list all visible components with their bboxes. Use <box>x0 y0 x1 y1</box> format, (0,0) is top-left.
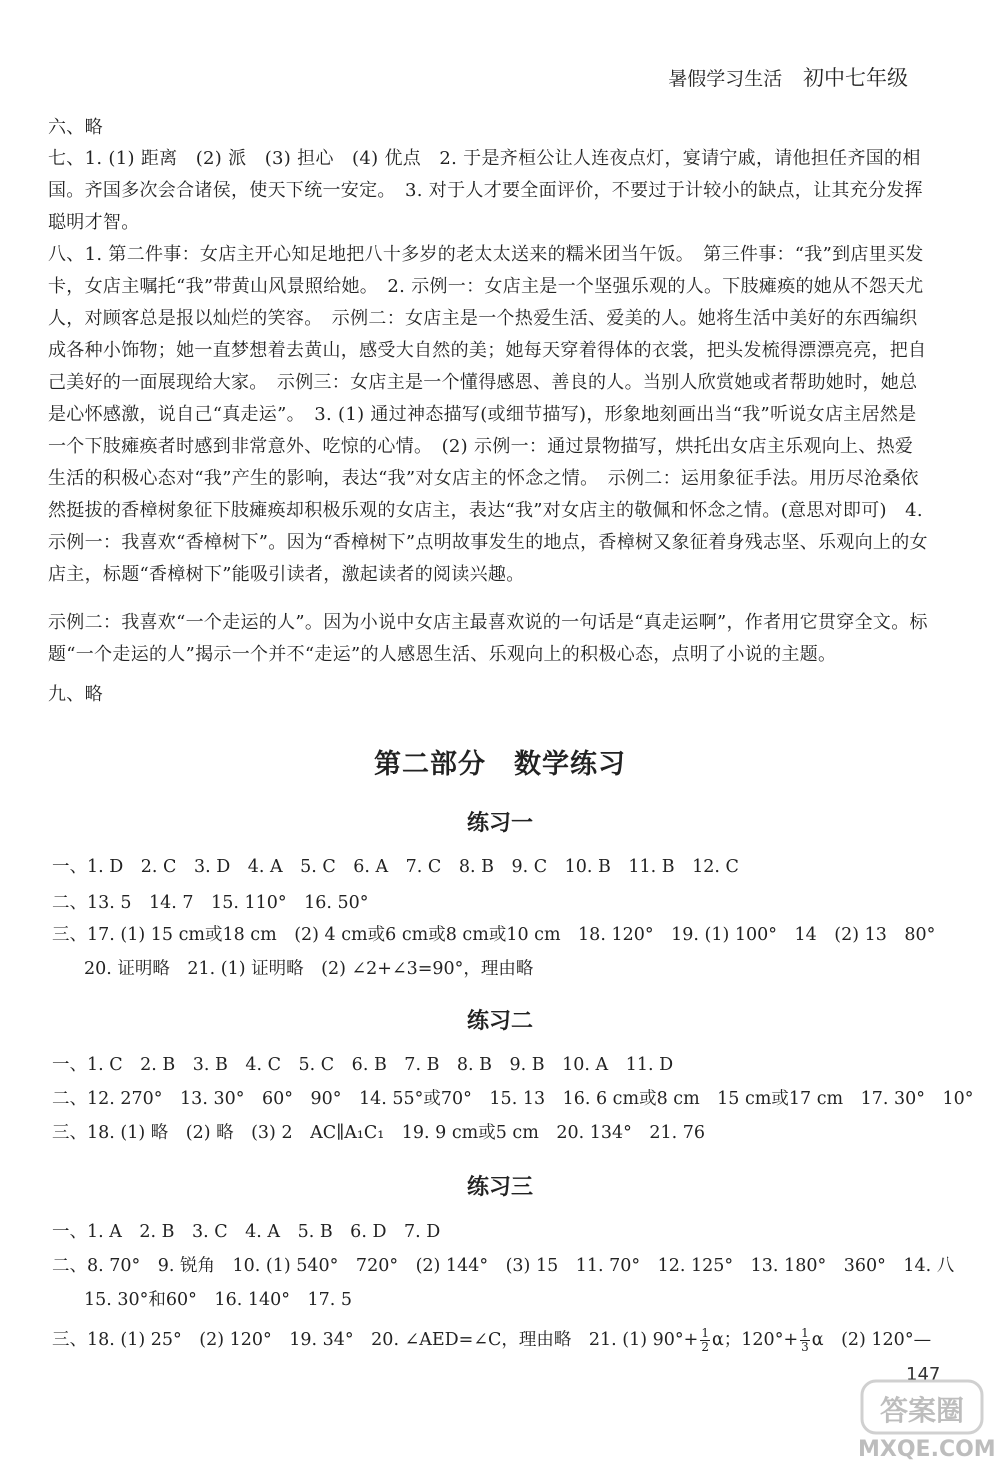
answer-eight-example-two: 示例二：我喜欢“一个走运的人”。因为小说中女店主最喜欢说的一句话是“真走运啊”，作者用它贯穿全文。标题“一个走运的人”揭示一个并不“走运”的人感恩生活、乐观向上的积极心态，点明了小说的主题。 <box>48 612 928 665</box>
page-number: 147 <box>906 1364 941 1385</box>
ex3-line-3: 15. 30°和60° 16. 140° 17. 5 <box>84 1290 353 1310</box>
header-grade: 初中七年级 <box>803 66 908 90</box>
ex3-line-4-part-c: α (2) 120°— <box>811 1330 932 1350</box>
exercise-three-title: 练习三 <box>466 1175 533 1200</box>
running-header <box>668 62 908 92</box>
fraction-numerator: 1 <box>701 1326 709 1340</box>
fraction-denominator: 3 <box>801 1340 809 1354</box>
answer-eight: 八、1. 第二件事：女店主开心知足地把八十多岁的老太太送来的糯米团当午饭。 第三件事：“我”到店里买发卡，女店主嘱托“我”带黄山风景照给她。 2. 示例一：女店主是一个坚强乐观的人。下肢瘫痪的她从不怨天尤人，对顾客总是报以灿烂的笑容。 示例二：女店主是一个热爱生活、爱美的人。她将生活中美好的东西编织成各种小饰物；她一直梦想着去黄山，感受大自然的美；她每天穿着得体的衣裳，把头发梳得漂漂亮亮，把自己美好的一面展现给大家。 示例三：女店主是一个懂得感恩、善良的人。当别人欣赏她或者帮助她时，她总是心怀感激，说自己“真走运”。 3. (1) 通过神态描写(或细节描写)，形象地刻画出当“我”听说女店主居然是一个下肢瘫痪者时感到非常意外、吃惊的心情。 (2) 示例一：通过景物描写，烘托出女店主乐观向上、热爱生活的积极心态对“我”产生的影响，表达“我”对女店主的怀念之情。 示例二：运用象征手法。用历尽沧桑依然挺拔的香樟树象征下肢瘫痪却积极乐观的女店主，表达“我”对女店主的敬佩和怀念之情。(意思对即可) 4. 示例一：我喜欢“香樟树下”。因为“香樟树下”点明故事发生的地点，香樟树又象征着身残志坚、乐观向上的女店主，标题“香樟树下”能吸引读者，激起读者的阅读兴趣。 <box>48 244 928 585</box>
answer-six: 六、略 <box>48 117 103 138</box>
ex3-line-4 <box>52 1326 952 1354</box>
ex3-line-4-part-b: α；120°+ <box>711 1330 799 1350</box>
ex2-line-3: 三、18. (1) 略 (2) 略 (3) 2 AC∥A₁C₁ 19. 9 cm或5 cm 20. 134° 21. 76 <box>52 1123 706 1143</box>
exercise-one-title: 练习一 <box>466 811 533 836</box>
ex1-line-1: 一、1. D 2. C 3. D 4. A 5. C 6. A 7. C 8. B 9. C 10. B 11. B 12. C <box>52 857 739 877</box>
answer-nine: 九、略 <box>48 684 103 705</box>
fraction-numerator: 1 <box>801 1326 809 1340</box>
fraction-one-third <box>800 1327 810 1354</box>
ex3-line-1: 一、1. A 2. B 3. C 4. A 5. B 6. D 7. D <box>52 1222 441 1242</box>
ex1-line-4: 20. 证明略 21. (1) 证明略 (2) ∠2+∠3=90°，理由略 <box>84 959 534 979</box>
ex3-line-4-part-a: 三、18. (1) 25° (2) 120° 19. 34° 20. ∠AED=∠C，理由略 21. (1) 90°+ <box>52 1330 699 1350</box>
watermark-logo <box>858 1371 996 1471</box>
answer-seven: 七、1. (1) 距离 (2) 派 (3) 担心 (4) 优点 2. 于是齐桓公让人连夜点灯，宴请宁戚，请他担任齐国的相国。齐国多次会合诸侯，使天下统一安定。 3. 对于人才要全面评价，不要过于计较小的缺点，让其充分发挥聪明才智。 <box>48 148 923 233</box>
ex1-line-3: 三、17. (1) 15 cm或18 cm (2) 4 cm或6 cm或8 cm或10 cm 18. 120° 19. (1) 100° 14 (2) 13 80° <box>52 925 936 945</box>
watermark-bottom-text: MXQE.COM <box>858 1437 996 1462</box>
ex3-line-2: 二、8. 70° 9. 锐角 10. (1) 540° 720° (2) 144° (3) 15 11. 70° 12. 125° 13. 180° 360° 14. 八 <box>52 1256 955 1276</box>
ex2-line-1: 一、1. C 2. B 3. B 4. C 5. C 6. B 7. B 8. B 9. B 10. A 11. D <box>52 1055 674 1075</box>
watermark-top-text: 答案圈 <box>879 1394 964 1427</box>
ex1-line-2: 二、13. 5 14. 7 15. 110° 16. 50° <box>52 893 369 913</box>
exercise-two-title: 练习二 <box>466 1009 533 1034</box>
part-two-title: 第二部分 数学练习 <box>374 749 626 780</box>
fraction-one-half <box>700 1327 710 1354</box>
header-subject: 暑假学习生活 <box>668 68 783 90</box>
fraction-denominator: 2 <box>701 1340 709 1354</box>
ex2-line-2: 二、12. 270° 13. 30° 60° 90° 14. 55°或70° 15. 13 16. 6 cm或8 cm 15 cm或17 cm 17. 30° 10° <box>52 1089 974 1109</box>
